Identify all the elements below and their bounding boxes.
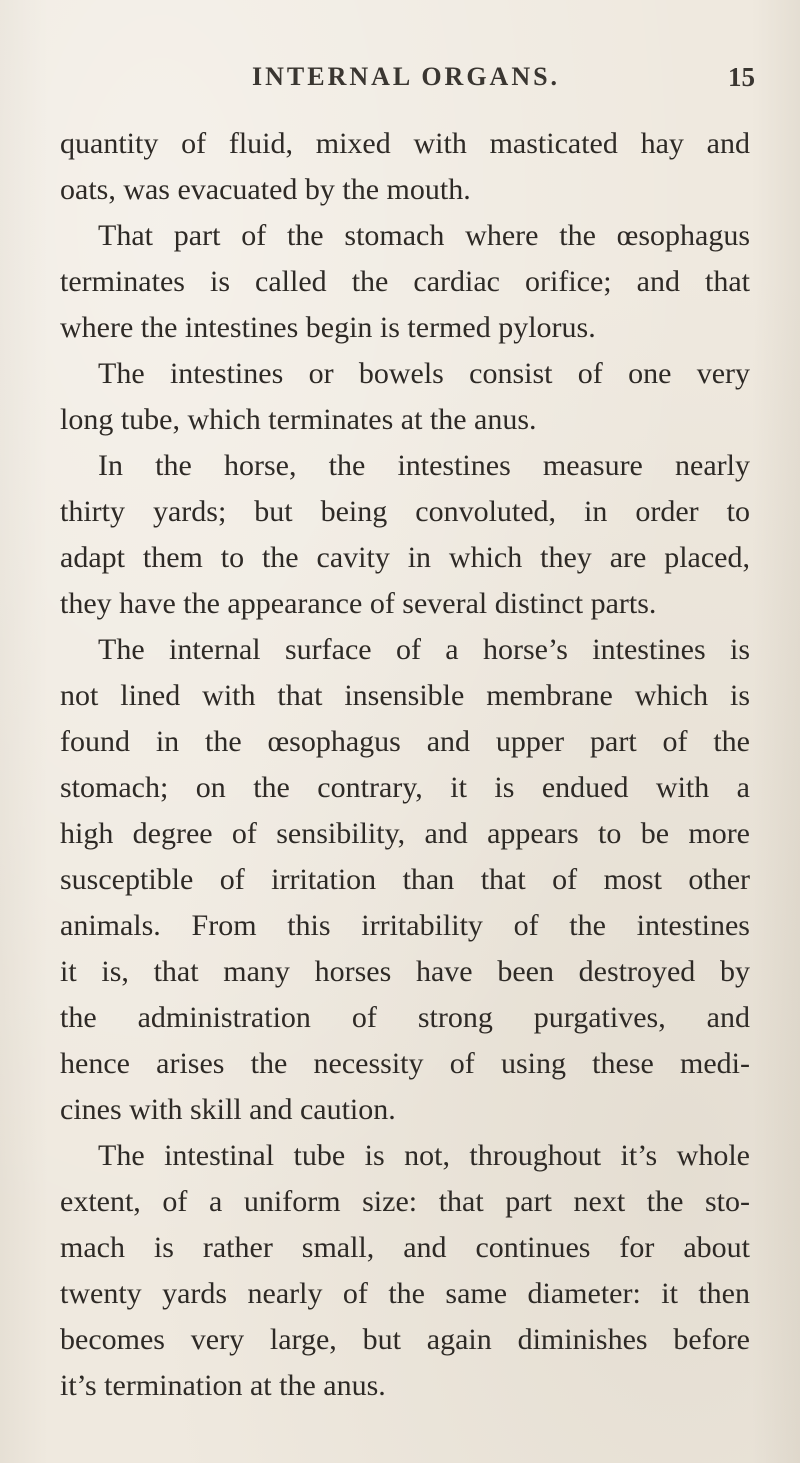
text-line: susceptible of irritation than that of most other (60, 863, 750, 896)
text-line: extent, of a uniform size: that part next the sto- (60, 1185, 750, 1218)
text-line: thirty yards; but being convoluted, in order to (60, 495, 750, 528)
running-head (0, 62, 800, 102)
text-line: where the intestines begin is termed pylorus. (60, 311, 596, 344)
text-line: The intestinal tube is not, throughout it’s whole (98, 1139, 750, 1172)
text-line: the administration of strong purgatives, and (60, 1001, 750, 1034)
text-line: adapt them to the cavity in which they are placed, (60, 541, 750, 574)
text-line: twenty yards nearly of the same diameter: it then (60, 1277, 750, 1310)
text-line: animals. From this irritability of the intestines (60, 909, 750, 942)
text-line: That part of the stomach where the œsophagus (98, 219, 750, 252)
page-number: 15 (728, 62, 755, 92)
text-line: quantity of fluid, mixed with masticated hay and (60, 127, 750, 160)
running-title: INTERNAL ORGANS. (252, 62, 561, 91)
text-line: long tube, which terminates at the anus. (60, 403, 537, 436)
text-line: hence arises the necessity of using these medi- (60, 1047, 750, 1080)
text-line: they have the appearance of several distinct parts. (60, 587, 657, 620)
text-line: cines with skill and caution. (60, 1093, 396, 1126)
text-line: high degree of sensibility, and appears to be more (60, 817, 750, 850)
text-line: terminates is called the cardiac orifice; and that (60, 265, 750, 298)
text-line: oats, was evacuated by the mouth. (60, 173, 471, 206)
text-line: stomach; on the contrary, it is endued with a (60, 771, 750, 804)
text-line: it’s termination at the anus. (60, 1369, 386, 1402)
text-line: it is, that many horses have been destroyed by (60, 955, 750, 988)
text-line: The intestines or bowels consist of one very (98, 357, 750, 390)
text-line: mach is rather small, and continues for about (60, 1231, 750, 1264)
text-line: becomes very large, but again diminishes before (60, 1323, 750, 1356)
text-line: found in the œsophagus and upper part of the (60, 725, 750, 758)
text-line: In the horse, the intestines measure nearly (98, 449, 750, 482)
text-line: The internal surface of a horse’s intestines is (98, 633, 750, 666)
text-line: not lined with that insensible membrane which is (60, 679, 750, 712)
